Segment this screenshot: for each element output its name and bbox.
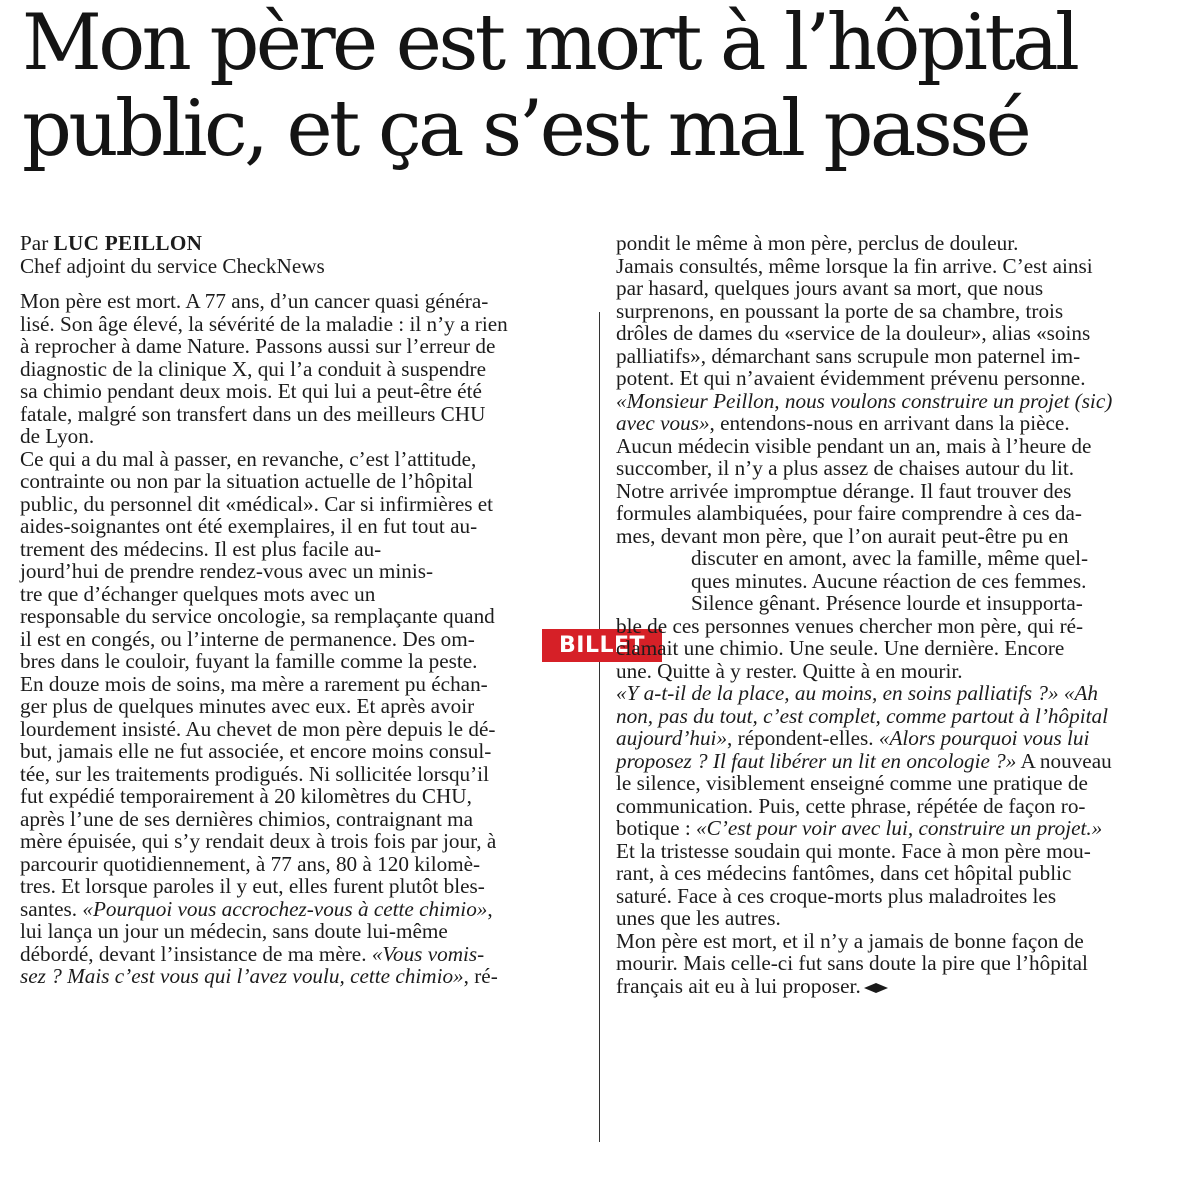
text-line: jourd’hui de prendre rendez-vous avec un minis- [20, 559, 434, 583]
text-line: lourdement insisté. Au chevet de mon père depuis le dé- [20, 716, 496, 741]
text-line: parcourir quotidiennement, à 77 ans, 80 à 120 kilomè- [20, 851, 481, 876]
paragraph [616, 435, 1188, 548]
text-run: , [487, 896, 493, 921]
text-line: responsable du service oncologie, sa remplaçante quand [20, 604, 495, 628]
text-line: de Lyon. [20, 424, 95, 448]
text-line: rant, à ces médecins fantômes, dans cet hôpital public [616, 861, 1072, 885]
text-line [616, 750, 1188, 773]
quote: «Alors pourquoi vous lui [878, 726, 1090, 750]
text-line: unes que les autres. [616, 906, 781, 930]
text-line: Mon père est mort, et il n’y a jamais de bonne façon de [616, 928, 1084, 953]
quote: proposez ? Il faut libérer un lit en oncologie ?» [616, 748, 1017, 773]
text-line: tres. Et lorsque paroles il y eut, elles furent plutôt bles- [20, 874, 485, 898]
text-line: mes, devant mon père, que l’on aurait peut-être pu en [616, 523, 1069, 548]
text-line: aides-soignantes ont été exemplaires, il en fut tout au- [20, 514, 478, 538]
quote: «C’est pour voir avec lui, construire un projet.» [696, 816, 1103, 840]
quote: «Monsieur Peillon, nous voulons construire un projet (sic) [616, 388, 1113, 413]
text-line: il est en congés, ou l’interne de permanence. Des om- [20, 626, 475, 651]
text-line: discuter en amont, avec la famille, même quel- [691, 546, 1089, 570]
end-mark-icon [864, 983, 888, 993]
text-line [616, 705, 1188, 728]
byline [20, 232, 592, 255]
text-line: une. Quitte à y rester. Quitte à en mourir. [616, 658, 963, 683]
text-line: potent. Et qui n’avaient évidemment prévenu personne. [616, 366, 1086, 390]
text-line: clamait une chimio. Une seule. Une dernière. Encore [616, 636, 1065, 660]
text-line: Notre arrivée impromptue dérange. Il faut trouver des [616, 478, 1072, 503]
text-line [20, 898, 592, 921]
quote: aujourd’hui» [616, 726, 728, 750]
headline [22, 0, 1192, 172]
text-line: palliatifs», démarchant sans scrupule mon paternel im- [616, 343, 1081, 368]
text-line: lui lança un jour un médecin, sans doute lui-même [20, 919, 448, 943]
paragraph [20, 448, 592, 898]
text-line [616, 412, 1188, 435]
text-line: le silence, visiblement enseigné comme une pratique de [616, 771, 1088, 795]
paragraph [616, 930, 1188, 975]
quote: sez ? Mais c’est vous qui l’avez voulu, cette chimio» [20, 964, 464, 988]
quote: avec vous» [616, 411, 710, 435]
billet-badge: BILLET [542, 629, 662, 662]
text-line: Aucun médecin visible pendant un an, mais à l’heure de [616, 433, 1092, 458]
text-line: succomber, il n’y a plus assez de chaises autour du lit. [616, 456, 1075, 480]
text-line: pondit le même à mon père, perclus de douleur. [616, 231, 1019, 255]
text-line: Jamais consultés, même lorsque la fin arrive. C’est ainsi [616, 253, 1093, 278]
column-divider [599, 312, 600, 1142]
left-column [20, 232, 592, 988]
text-line: En douze mois de soins, ma mère a rarement pu échan- [20, 671, 488, 696]
text-line: Et la tristesse soudain qui monte. Face à mon père mou- [616, 838, 1091, 863]
text-line: à reprocher à dame Nature. Passons aussi sur l’erreur de [20, 334, 496, 358]
byline-role: Chef adjoint du service CheckNews [20, 253, 325, 278]
text-line [616, 682, 1188, 705]
text-line: trement des médecins. Il est plus facile au- [20, 536, 382, 561]
quote: «Vous vomis- [371, 941, 485, 966]
text-line [20, 943, 592, 966]
byline-prefix: Par [20, 231, 49, 255]
text-line: saturé. Face à ces croque-morts plus maladroites les [616, 883, 1057, 908]
text-line: ques minutes. Aucune réaction de ces femmes. [691, 568, 1087, 593]
text-line: Mon père est mort. A 77 ans, d’un cancer quasi généra- [20, 289, 489, 313]
headline-line-2: public, et ça s’est mal passé [22, 84, 1029, 174]
text-line: tée, sur les traitements prodigués. Ni sollicitée lorsqu’il [20, 761, 489, 786]
text-line: ger plus de quelques minutes avec eux. Et après avoir [20, 694, 475, 718]
paragraph-indented [616, 547, 1188, 615]
text-line: bres dans le couloir, fuyant la famille comme la peste. [20, 649, 478, 673]
paragraph [616, 255, 1188, 390]
text-line: ble de ces personnes venues chercher mon père, qui ré- [616, 613, 1084, 638]
text-line: sa chimio pendant deux mois. Et qui lui a peut-être été [20, 379, 482, 403]
text-run: botique : [616, 816, 697, 840]
text-line [616, 727, 1188, 750]
text-run: , entendons-nous en arrivant dans la pièce. [709, 411, 1070, 435]
text-line: par hasard, quelques jours avant sa mort, que nous [616, 276, 1044, 300]
right-column [616, 232, 1188, 997]
paragraph [616, 840, 1188, 930]
text-line: mère épuisée, qui s’y rendait deux à trois fois par jour, à [20, 829, 497, 853]
text-run: , ré- [463, 964, 498, 988]
text-line: tre que d’échanger quelques mots avec un [20, 581, 376, 606]
quote: «Pourquoi vous accrochez-vous à cette chimio» [82, 896, 488, 921]
quote: «Y a-t-il de la place, au moins, en soins palliatifs ?» «Ah [616, 681, 1098, 705]
text-run: A nouveau [1016, 748, 1112, 773]
text-line: après l’une de ses dernières chimios, contraignant ma [20, 806, 474, 831]
text-line: fatale, malgré son transfert dans un des meilleurs CHU [20, 401, 486, 426]
text-run: santes. [20, 896, 83, 921]
text-line [20, 965, 592, 988]
paragraph [20, 290, 592, 448]
text-line: fut expédié temporairement à 20 kilomètres du CHU, [20, 784, 472, 808]
text-line [616, 817, 1188, 840]
text-line: public, du personnel dit «médical». Car si infirmières et [20, 491, 494, 516]
text-line: Ce qui a du mal à passer, en revanche, c’est l’attitude, [20, 446, 477, 471]
text-line: formules alambiquées, pour faire comprendre à ces da- [616, 501, 1082, 525]
text-line: drôles de dames du «service de la douleur», alias «soins [616, 321, 1091, 345]
byline-author: LUC PEILLON [53, 231, 203, 255]
text-line: diagnostic de la clinique X, qui l’a conduit à suspendre [20, 356, 487, 381]
text-run: , répondent-elles. [727, 726, 879, 750]
text-run: français ait eu à lui proposer. [616, 973, 861, 998]
text-line: communication. Puis, cette phrase, répétée de façon ro- [616, 793, 1086, 818]
text-line [616, 390, 1188, 413]
text-line: Silence gênant. Présence lourde et insupporta- [691, 591, 1083, 615]
quote: non, pas du tout, c’est complet, comme partout à l’hôpital [616, 703, 1108, 728]
paragraph [616, 615, 1188, 683]
text-line: mourir. Mais celle-ci fut sans doute la pire que l’hôpital [616, 951, 1088, 975]
text-line: but, jamais elle ne fut associée, et encore moins consul- [20, 739, 492, 763]
text-line: contrainte ou non par la situation actuelle de l’hôpital [20, 469, 474, 493]
text-line: lisé. Son âge élevé, la sévérité de la maladie : il n’y a rien [20, 311, 508, 336]
text-run: débordé, devant l’insistance de ma mère. [20, 941, 372, 966]
headline-line-1: Mon père est mort à l’hôpital [22, 0, 1077, 88]
text-line: surprenons, en poussant la porte de sa chambre, trois [616, 298, 1064, 323]
text-line [616, 975, 1188, 998]
